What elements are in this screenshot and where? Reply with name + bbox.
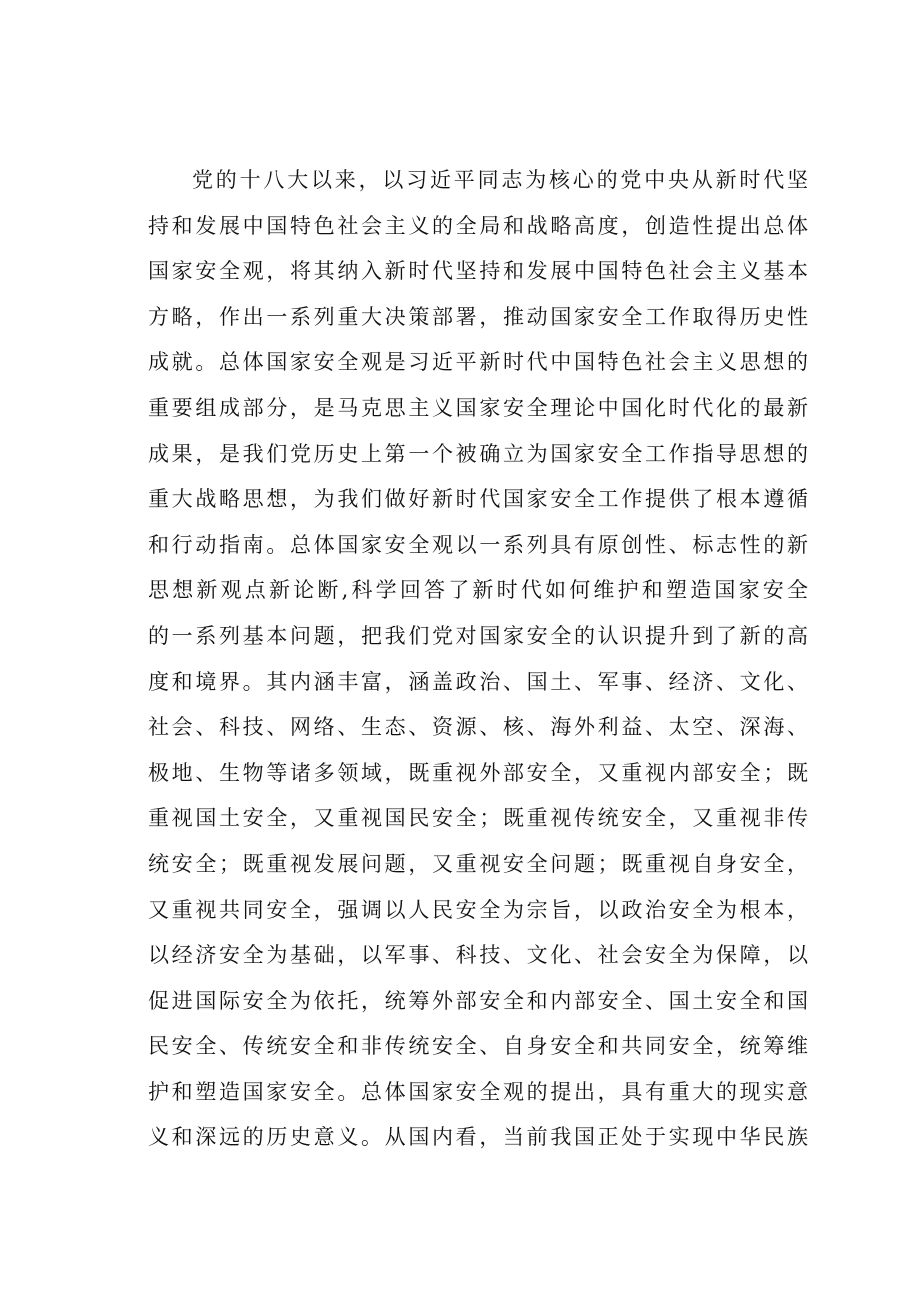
paragraph-line: 极地、生物等诸多领域，既重视外部安全，又重视内部安全；既 [148,760,808,785]
paragraph-line: 重要组成部分，是马克思主义国家安全理论中国化时代化的最新 [148,395,808,420]
paragraph-line: 护和塑造国家安全。总体国家安全观的提出，具有重大的现实意 [148,1079,808,1104]
paragraph-line: 民安全、传统安全和非传统安全、自身安全和共同安全，统筹维 [148,1034,808,1059]
paragraph-line: 成果，是我们党历史上第一个被确立为国家安全工作指导思想的 [148,441,808,466]
paragraph-line: 义和深远的历史意义。从国内看，当前我国正处于实现中华民族 [148,1125,808,1150]
paragraph-line: 的一系列基本问题，把我们党对国家安全的认识提升到了新的高 [148,623,808,648]
paragraph-line: 统安全；既重视发展问题，又重视安全问题；既重视自身安全， [148,851,808,876]
paragraph-line: 重视国土安全，又重视国民安全；既重视传统安全，又重视非传 [148,806,808,831]
body-paragraph [148,158,808,1161]
paragraph-line: 以经济安全为基础，以军事、科技、文化、社会安全为保障，以 [148,943,808,968]
paragraph-line: 思想新观点新论断,科学回答了新时代如何维护和塑造国家安全 [148,578,808,603]
paragraph-line: 社会、科技、网络、生态、资源、核、海外利益、太空、深海、 [148,715,808,740]
paragraph-line: 方略，作出一系列重大决策部署，推动国家安全工作取得历史性 [148,304,808,329]
paragraph-line: 持和发展中国特色社会主义的全局和战略高度，创造性提出总体 [148,213,808,238]
paragraph-line: 党的十八大以来，以习近平同志为核心的党中央从新时代坚 [192,168,808,192]
paragraph-line: 促进国际安全为依托，统筹外部安全和内部安全、国土安全和国 [148,988,808,1013]
paragraph-line: 和行动指南。总体国家安全观以一系列具有原创性、标志性的新 [148,532,808,557]
paragraph-line: 又重视共同安全，强调以人民安全为宗旨，以政治安全为根本， [148,897,808,922]
paragraph-line: 重大战略思想，为我们做好新时代国家安全工作提供了根本遵循 [148,487,808,512]
paragraph-line: 度和境界。其内涵丰富，涵盖政治、国土、军事、经济、文化、 [148,669,808,694]
paragraph-line: 国家安全观，将其纳入新时代坚持和发展中国特色社会主义基本 [148,259,808,284]
paragraph-line: 成就。总体国家安全观是习近平新时代中国特色社会主义思想的 [148,350,808,375]
